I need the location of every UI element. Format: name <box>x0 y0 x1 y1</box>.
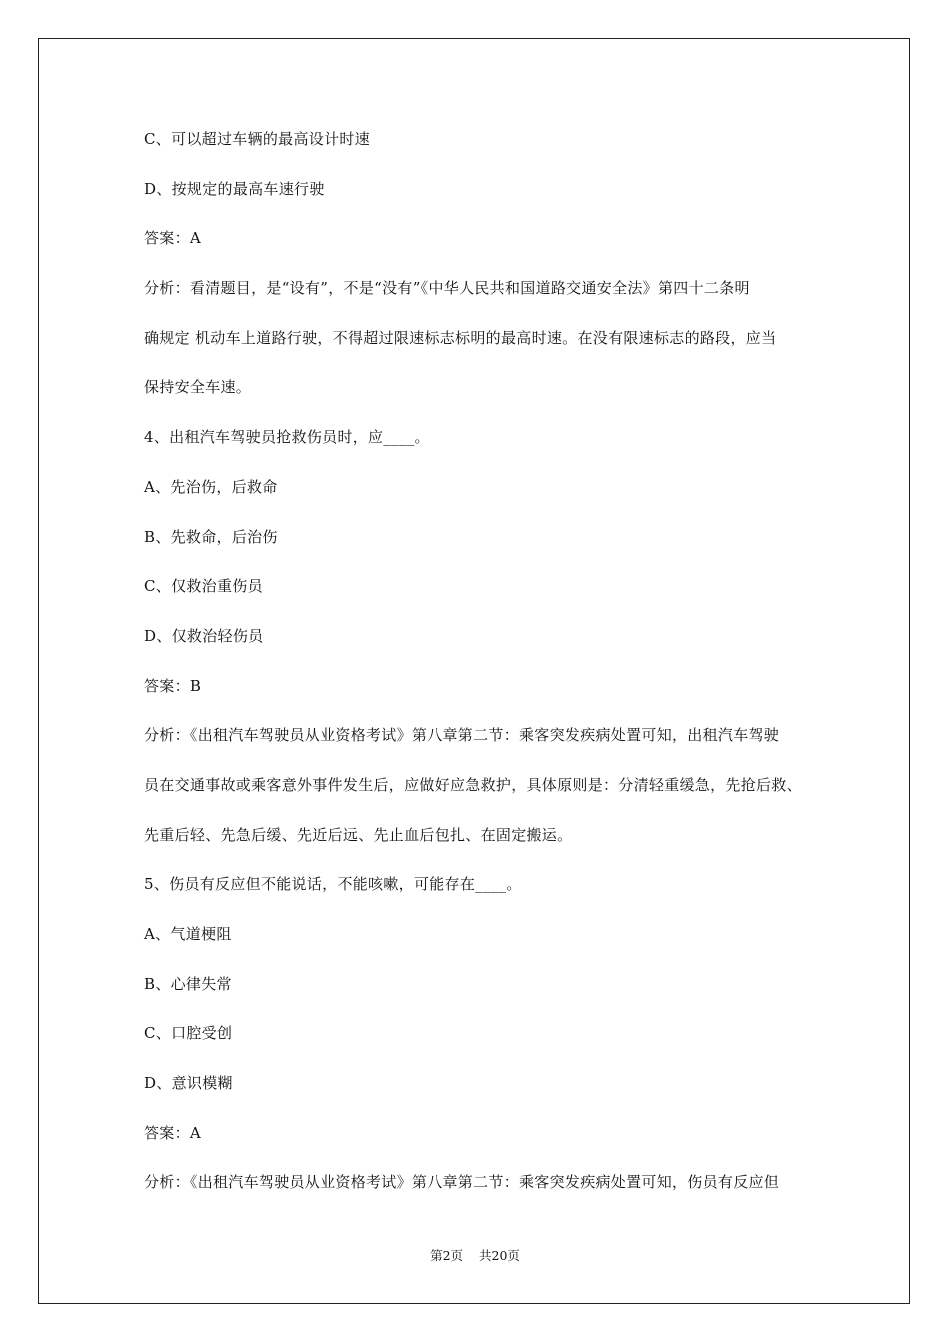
text-line: 答案：A <box>144 1123 202 1142</box>
text-line: 5、伤员有反应但不能说话，不能咳嗽，可能存在____。 <box>144 875 522 894</box>
text-line: 先重后轻、先急后缓、先近后远、先止血后包扎、在固定搬运。 <box>144 825 573 844</box>
page-total: 共20页 <box>479 1248 520 1263</box>
text-line: C、可以超过车辆的最高设计时速 <box>144 130 370 148</box>
text-line: D、意识模糊 <box>144 1074 233 1093</box>
text-line: C、仅救治重伤员 <box>144 577 263 596</box>
page-footer <box>0 1246 950 1264</box>
text-line: B、先救命，后治伤 <box>144 527 278 546</box>
text-line: 员在交通事故或乘客意外事件发生后，应做好应急救护，具体原则是：分清轻重缓急，先抢后救、 <box>144 775 802 794</box>
text-line: 保持安全车速。 <box>144 378 252 397</box>
text-line: 分析：《出租汽车驾驶员从业资格考试》第八章第二节：乘客突发疾病处置可知，出租汽车驾驶 <box>144 726 780 745</box>
text-line: 4、出租汽车驾驶员抢救伤员时，应____。 <box>144 428 430 447</box>
page-number: 第2页 <box>430 1248 464 1263</box>
document-body <box>144 120 819 1213</box>
text-line: D、仅救治轻伤员 <box>144 626 264 645</box>
text-line: 分析：看清题目，是“设有”，不是“没有”《中华人民共和国道路交通安全法》第四十二条明 <box>144 279 750 298</box>
text-line: B、心律失常 <box>144 974 232 993</box>
text-line: C、口腔受创 <box>144 1024 233 1043</box>
text-line: 分析：《出租汽车驾驶员从业资格考试》第八章第二节：乘客突发疾病处置可知，伤员有反应但 <box>144 1173 780 1192</box>
text-line: A、先治伤，后救命 <box>144 477 278 496</box>
text-line: A、气道梗阻 <box>144 925 232 943</box>
text-line: 确规定 机动车上道路行驶，不得超过限速标志标明的最高时速。在没有限速标志的路段，应当 <box>144 328 777 347</box>
text-line: 答案：B <box>144 676 202 695</box>
text-line: 答案：A <box>144 229 202 248</box>
text-line: D、按规定的最高车速行驶 <box>144 179 325 198</box>
